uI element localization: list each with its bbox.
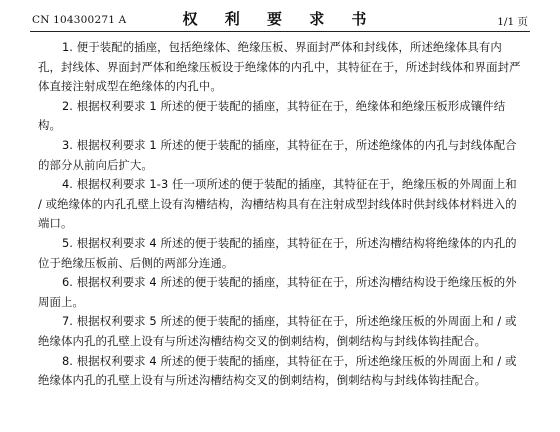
claim-5: 5. 根据权利要求 4 所述的便于装配的插座，其特征在于，所述沟槽结构将绝缘体的内孔的位于绝缘压板前、后侧的两部分连通。: [38, 235, 517, 270]
claim-6: 6. 根据权利要求 4 所述的便于装配的插座，其特征在于，所述沟槽结构设于绝缘压板的外周面上。: [38, 275, 517, 309]
claim-7: 7. 根据权利要求 5 所述的便于装配的插座，其特征在于，所述绝缘压板的外周面上和 / 或绝缘体内孔的孔壁上设有与所述沟槽结构交叉的倒刺结构，倒刺结构与封线体钩挂配合。: [38, 314, 517, 348]
claim-1: 1. 便于装配的插座，包括绝缘体、绝缘压板、界面封严体和封线体，所述绝缘体具有内孔，封线体、界面封严体和绝缘压板设于绝缘体的内孔中，其特征在于，所述封线体和界面封严体直接注射成型在绝缘体的内孔中。: [38, 40, 521, 94]
claim-2: 2. 根据权利要求 1 所述的便于装配的插座，其特征在于，绝缘体和绝缘压板形成镶件结构。: [38, 98, 506, 133]
page-number: 1/1 页: [497, 16, 528, 28]
publication-number: CN 104300271 A: [32, 14, 127, 26]
claims-list: [38, 38, 524, 391]
claim-8: 8. 根据权利要求 4 所述的便于装配的插座，其特征在于，所述绝缘压板的外周面上和 / 或绝缘体内孔的孔壁上设有与所述沟槽结构交叉的倒刺结构，倒刺结构与封线体钩挂配合。: [38, 353, 517, 388]
header-divider: [30, 31, 530, 32]
claim-4: 4. 根据权利要求 1-3 任一项所述的便于装配的插座，其特征在于，绝缘压板的外周面上和 / 或绝缘体的内孔孔壁上设有沟槽结构，沟槽结构具有在注射成型封线体时供封线体材料进入的端口。: [38, 177, 517, 231]
claim-3: 3. 根据权利要求 1 所述的便于装配的插座，其特征在于，所述绝缘体的内孔与封线体配合的部分从前向后扩大。: [38, 137, 517, 172]
page-title: 权 利 要 求 书: [182, 10, 378, 28]
page-header: [0, 0, 560, 28]
